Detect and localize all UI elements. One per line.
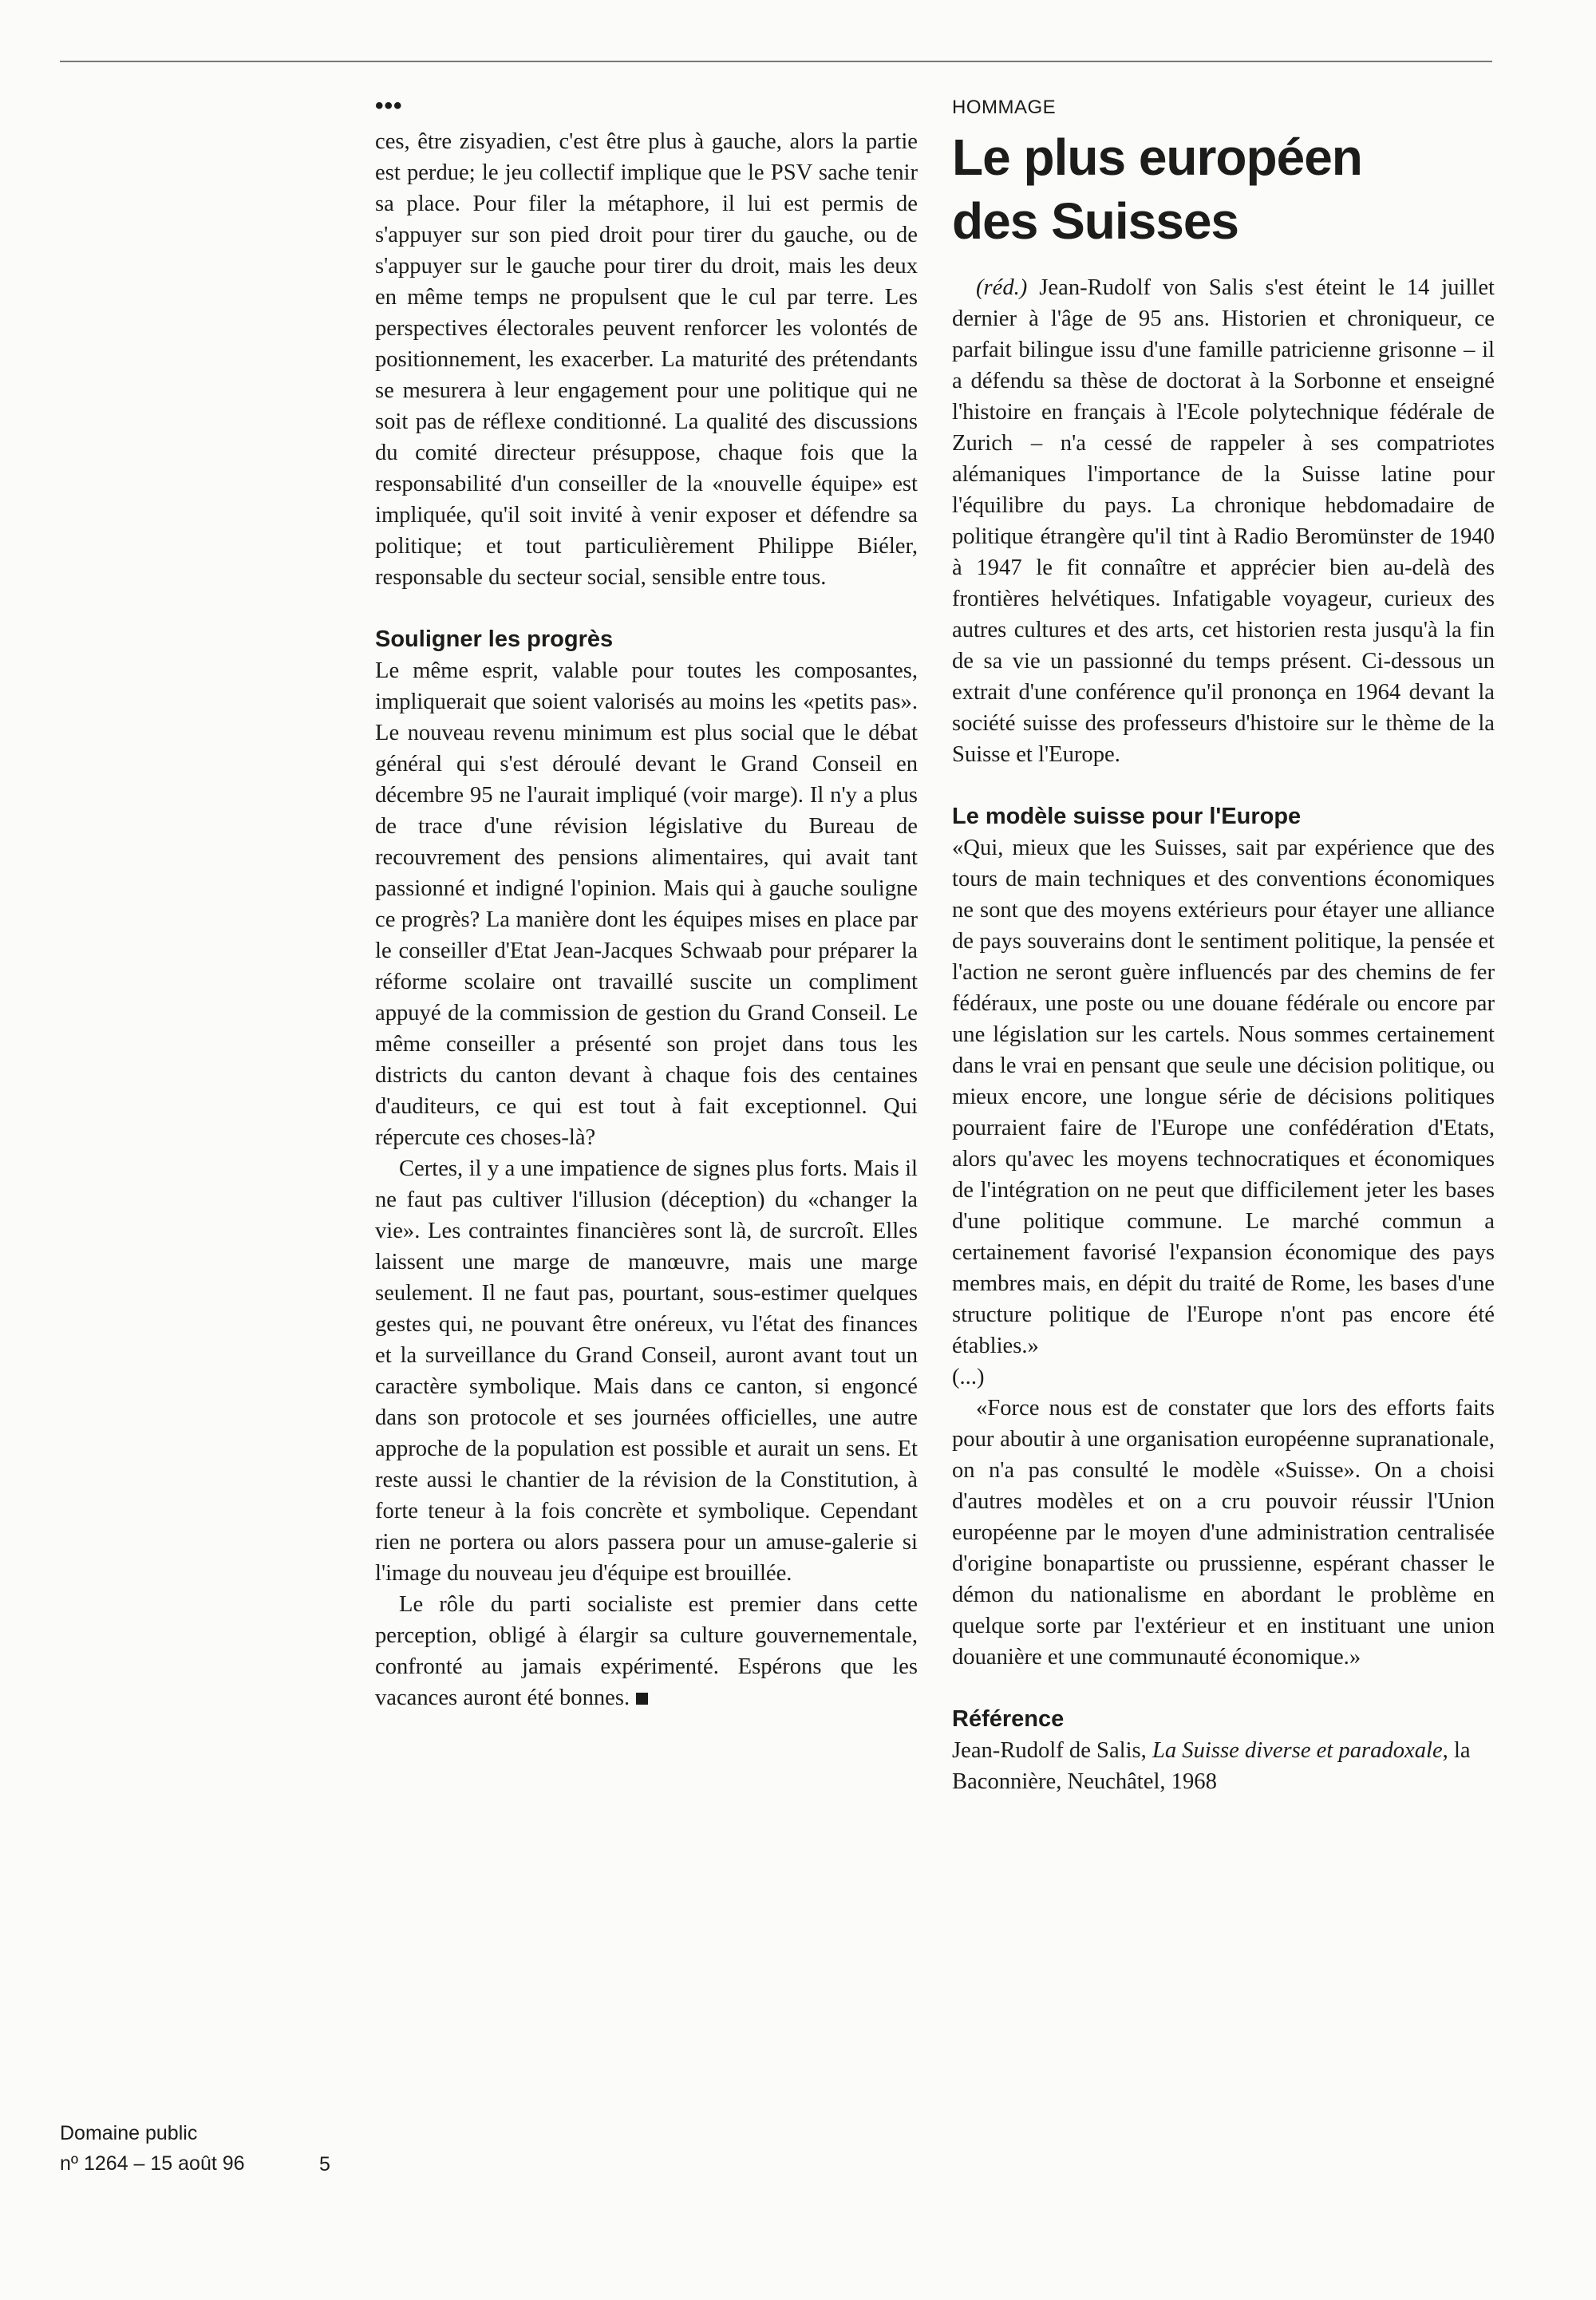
paragraph: Le même esprit, valable pour toutes les composantes, impliquerait que soient valorisés au moins les «petits pas». Le nouveau revenu minimum est plus social que le débat général qui s'est déroulé devant le Grand Conseil en décembre 95 ne l'aurait impliqué (voir marge). Il n'y a plus de trace d'une révision législative du Bureau de recouvrement des pensions alimentaires, qui avait tant passionné et indigné l'opinion. Mais qui à gauche souligne ce progrès? La manière dont les équipes mises en place par le conseiller d'Etat Jean-Jacques Schwaab pour préparer la réforme scolaire ont travaillé suscite un compliment appuyé de la commission de gestion du Grand Conseil. Le même conseiller a présenté son projet dans tous les districts du canton devant à chaque fois des centaines d'auditeurs, ce qui est tout à fait exceptionnel. Qui répercute ces choses-là? [375,658,918,1150]
end-mark-icon [636,1693,648,1705]
footer [60,2118,245,2179]
issue-info: nº 1264 – 15 août 96 [60,2152,245,2175]
left-column [375,94,918,1713]
page-number: 5 [319,2153,330,2176]
paragraph-final [375,1589,918,1713]
right-column [952,92,1495,1797]
paragraph-text: Le rôle du parti socialiste est premier dans cette perception, obligé à élargir sa culture gouvernementale, confronté au jamais expérimenté. Espérons que les vacances auront été bonnes. [375,1592,918,1710]
reference-heading: Référence [952,1706,1065,1732]
subheading: Souligner les progrès [375,626,614,652]
publication-name: Domaine public [60,2122,198,2144]
quote-paragraph: «Qui, mieux que les Suisses, sait par expérience que des tours de main techniques et des conventions économiques ne sont que des moyens extérieurs pour étayer une alliance de pays souverains dont le sentiment politique, la pensée et l'action ne seront guère influencés par des chemins de fer fédéraux, une poste ou une douane fédérale ou encore par une législation sur les cartels. Nous sommes certainement dans le vrai en pensant que seule une décision politique, ou mieux encore, une longue série de décisions politiques pourraient faire de l'Europe une confédération d'Etats, alors qu'avec les moyens technocratiques et économiques de l'intégration on ne peut que difficilement jeter les bases d'une politique commune. Le marché commun a certainement favorisé l'expansion économique des pays membres mais, en dépit du traité de Rome, les bases d'une structure politique de l'Europe n'ont pas encore été établies.» [952,836,1495,1358]
intro-paragraph [952,272,1495,770]
continuation-marker: ••• [375,93,403,119]
intro-text: Jean-Rudolf von Salis s'est éteint le 14 juillet dernier à l'âge de 95 ans. Historien et chroniqueur, ce parfait bilingue issu d'une famille patricienne grisonne – il a défendu sa thèse de doctorat à la Sorbonne et enseigné l'histoire en français à l'Ecole polytechnique fédérale de Zurich – n'a cessé de rappeler à ses compatriotes alémaniques l'importance de la Suisse latine pour l'équilibre du pays. La chronique hebdomadaire de politique étrangère qu'il tint à Radio Beromünster de 1940 à 1947 le fit connaître et apprécier bien au-delà des frontières helvétiques. Infatigable voyageur, curieux des autres cultures et des arts, cet historien resta jusqu'à la fin de sa vie un passionné du temps présent. Ci-dessous un extrait d'une conférence qu'il prononça en 1964 devant la société suisse des professeurs d'histoire sur le thème de la Suisse et l'Europe. [952,275,1495,767]
reference-text [952,1735,1495,1797]
subheading: Le modèle suisse pour l'Europe [952,804,1302,829]
reference-title: La Suisse diverse et paradoxale [1152,1738,1443,1763]
paragraph: Certes, il y a une impatience de signes plus forts. Mais il ne faut pas cultiver l'illusion (déception) du «changer la vie». Les contraintes financières sont là, de surcroît. Elles laissent une marge de manœuvre, mais une marge seulement. Il ne faut pas, pourtant, sous-estimer quelques gestes qui, ne pouvant être onéreux, vu l'état des finances et la surveillance du Grand Conseil, auront avant tout un caractère symbolique. Mais dans ce canton, si engoncé dans son protocole et ses journées officielles, une autre approche de la population est possible et aurait un sens. Et reste aussi le chantier de la révision de la Constitution, à forte teneur à la fois concrète et symbolique. Cependant rien ne portera ou alors passera pour un amuse-galerie si l'image du nouveau jeu d'équipe est brouillée. [375,1156,918,1586]
reference-rest: , la Baconnière, Neuchâtel, 1968 [952,1738,1471,1794]
top-rule [60,61,1492,62]
quote-paragraph: «Force nous est de constater que lors des efforts faits pour aboutir à une organisation européenne supranationale, on n'a pas consulté le modèle «Suisse». On a choisi d'autres modèles et on a cru pouvoir réussir l'Union européenne par le moyen d'une administration centralisée d'origine bonapartiste ou prussienne, espérant chasser le démon du nationalisme en abordant le problème en quelque sorte par l'extérieur et en instituant une union douanière et une communauté économique.» [952,1396,1495,1670]
paragraph: ces, être zisyadien, c'est être plus à gauche, alors la partie est perdue; le jeu collectif implique que le PSV sache tenir sa place. Pour filer la métaphore, il lui est permis de s'appuyer sur son pied droit pour tirer du gauche, ou de s'appuyer sur le gauche pour tirer du droit, mais les deux en même temps ne propulsent que le cul par terre. Les perspectives électorales peuvent renforcer les volontés de positionnement, les exacerber. La maturité des prétendants se mesurera à leur engagement pour une politique qui ne soit pas de réflexe conditionné. La qualité des discussions du comité directeur présuppose, chaque fois que la responsabilité d'un conseiller de la «nouvelle équipe» est impliquée, qu'il soit invité à venir exposer et défendre sa politique; et tout particulièrement Philippe Biéler, responsable du secteur social, sensible entre tous. [375,129,918,590]
article-headline [952,125,1495,253]
reference-author: Jean-Rudolf de Salis, [952,1738,1152,1763]
section-kicker: HOMMAGE [952,97,1057,118]
ellipsis: (...) [952,1365,985,1389]
editor-mark: (réd.) [976,275,1028,300]
headline-line: des Suisses [952,192,1238,250]
headline-line: Le plus européen [952,128,1362,186]
